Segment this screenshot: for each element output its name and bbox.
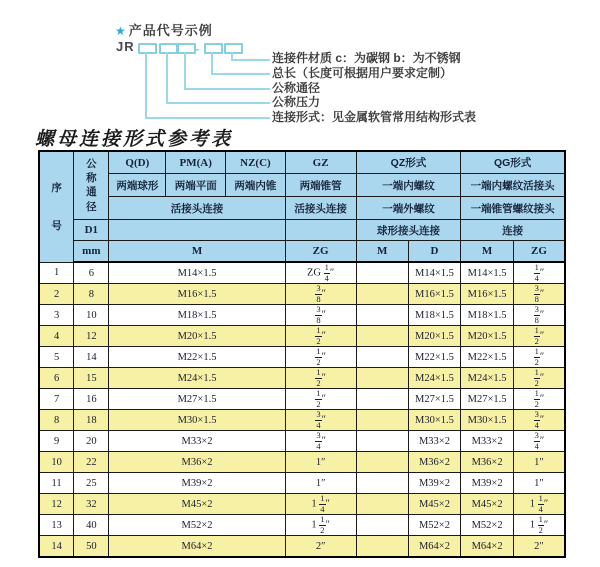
table-cell: 1″: [285, 452, 356, 473]
table-cell: M30×1.5: [408, 410, 461, 431]
table-cell: M39×2: [109, 473, 285, 494]
table-cell: 12: [74, 326, 109, 347]
header-ball-joint: 球形接头连接: [356, 220, 461, 241]
header-thread-zg2: ZG: [513, 241, 565, 263]
header-thread-d: D: [408, 241, 461, 263]
table-cell: 6: [74, 262, 109, 284]
label-length: 总长（长度可根据用户要求定制）: [272, 66, 453, 80]
table-cell: 11: [39, 473, 74, 494]
table-cell: $\frac{1}{2}$ ″: [285, 326, 356, 347]
table-cell: [356, 305, 408, 326]
header-d1: D1: [74, 220, 109, 241]
table-cell: M36×2: [408, 452, 461, 473]
table-cell: M20×1.5: [461, 326, 514, 347]
table-cell: M52×2: [408, 515, 461, 536]
table-cell: 14: [74, 347, 109, 368]
header-group-qz: QZ形式: [356, 151, 461, 174]
header-thread-m2: M: [356, 241, 408, 263]
table-cell: M64×2: [408, 536, 461, 558]
header-group-qd: Q(D): [109, 151, 166, 174]
table-cell: [356, 410, 408, 431]
table-cell: M14×1.5: [109, 262, 285, 284]
table-cell: [356, 494, 408, 515]
table-cell: 18: [74, 410, 109, 431]
table-cell: 16: [74, 389, 109, 410]
table-cell: $\frac{1}{2}$ ″: [285, 347, 356, 368]
table-cell: 50: [74, 536, 109, 558]
table-cell: 1 $\frac{1}{2}$ ″: [513, 515, 565, 536]
table-cell: 1: [39, 262, 74, 284]
header-group-nzc: NZ(C): [226, 151, 285, 174]
header-end-style-qg: 一端内螺纹活接头: [461, 174, 565, 197]
table-cell: M14×1.5: [408, 262, 461, 284]
header-end-style-qz: 一端内螺纹: [356, 174, 461, 197]
table-cell: M64×2: [461, 536, 514, 558]
table-cell: M45×2: [109, 494, 285, 515]
table-row: [39, 536, 565, 558]
header-thread-m3: M: [461, 241, 514, 263]
table-cell: M27×1.5: [461, 389, 514, 410]
table-cell: [356, 262, 408, 284]
table-title: 螺母连接形式参考表: [35, 129, 234, 150]
table-cell: M22×1.5: [461, 347, 514, 368]
table-cell: $\frac{3}{4}$ ″: [513, 410, 565, 431]
header-blank-2: [285, 220, 356, 241]
table-cell: 25: [74, 473, 109, 494]
table-cell: $\frac{3}{8}$ ″: [513, 284, 565, 305]
table-cell: 7: [39, 389, 74, 410]
table-header: [39, 151, 565, 262]
table-cell: 4: [39, 326, 74, 347]
table-row: [39, 410, 565, 431]
table-cell: M33×2: [109, 431, 285, 452]
header-connect: 连接: [461, 220, 565, 241]
table-cell: M30×1.5: [109, 410, 285, 431]
header-dn-text: 公 称 通 径: [86, 157, 97, 213]
table-cell: 10: [74, 305, 109, 326]
table-cell: M22×1.5: [109, 347, 285, 368]
table-cell: M20×1.5: [109, 326, 285, 347]
table-cell: [356, 473, 408, 494]
table-cell: M33×2: [461, 431, 514, 452]
table-row: [39, 284, 565, 305]
table-cell: M24×1.5: [408, 368, 461, 389]
connector-line-connection: [145, 52, 270, 119]
table-cell: $\frac{3}{4}$ ″: [513, 431, 565, 452]
reference-table: [38, 150, 566, 558]
label-material: 连接件材质 c：为碳钢 b：为不锈钢: [272, 51, 461, 65]
table-cell: 1 $\frac{1}{4}$ ″: [285, 494, 356, 515]
table-row: [39, 262, 565, 284]
table-cell: 32: [74, 494, 109, 515]
table-cell: M16×1.5: [408, 284, 461, 305]
table-cell: M18×1.5: [461, 305, 514, 326]
header-thread-m1: M: [109, 241, 285, 263]
table-cell: [356, 515, 408, 536]
table-cell: M16×1.5: [461, 284, 514, 305]
table-cell: 1″: [513, 473, 565, 494]
table-cell: M27×1.5: [408, 389, 461, 410]
header-group-gz: GZ: [285, 151, 356, 174]
table-cell: M30×1.5: [461, 410, 514, 431]
table-cell: 10: [39, 452, 74, 473]
table-cell: M14×1.5: [461, 262, 514, 284]
table-cell: 5: [39, 347, 74, 368]
table-cell: 8: [74, 284, 109, 305]
table-cell: 1″: [513, 452, 565, 473]
table-cell: $\frac{1}{2}$ ″: [285, 368, 356, 389]
header-serial: [39, 151, 74, 262]
table-cell: $\frac{3}{8}$ ″: [285, 284, 356, 305]
header-thread-zg1: ZG: [285, 241, 356, 263]
table-cell: 6: [39, 368, 74, 389]
table-cell: 40: [74, 515, 109, 536]
table-row: [39, 452, 565, 473]
table-cell: M27×1.5: [109, 389, 285, 410]
product-code-heading-text: 产品代号示例: [128, 23, 213, 38]
table-cell: [356, 452, 408, 473]
header-group-pma: PM(A): [166, 151, 226, 174]
table-cell: [356, 431, 408, 452]
product-code-prefix: JR: [116, 39, 135, 54]
table-cell: M33×2: [408, 431, 461, 452]
table-cell: $\frac{3}{8}$ ″: [285, 305, 356, 326]
table-cell: M36×2: [461, 452, 514, 473]
table-cell: $\frac{1}{2}$ ″: [513, 389, 565, 410]
table-cell: 13: [39, 515, 74, 536]
table-cell: M39×2: [408, 473, 461, 494]
table-cell: ZG $\frac{1}{4}$ ″: [285, 262, 356, 284]
table-cell: M52×2: [109, 515, 285, 536]
star-icon: ★: [115, 24, 127, 38]
header-blank-1: [109, 220, 285, 241]
table-cell: $\frac{1}{4}$ ″: [513, 262, 565, 284]
table-cell: M36×2: [109, 452, 285, 473]
table-cell: 8: [39, 410, 74, 431]
table-cell: $\frac{1}{2}$ ″: [513, 347, 565, 368]
table-cell: 3: [39, 305, 74, 326]
table-cell: M16×1.5: [109, 284, 285, 305]
table-cell: M45×2: [461, 494, 514, 515]
table-row: [39, 473, 565, 494]
table-cell: $\frac{1}{2}$ ″: [513, 368, 565, 389]
header-end-style-pma: 两端平面: [166, 174, 226, 197]
label-pressure: 公称压力: [272, 95, 321, 109]
table-row: [39, 305, 565, 326]
table-cell: $\frac{3}{4}$ ″: [285, 410, 356, 431]
table-cell: M24×1.5: [461, 368, 514, 389]
table-cell: M22×1.5: [408, 347, 461, 368]
table-row: [39, 431, 565, 452]
table-cell: 2″: [285, 536, 356, 558]
header-conn-taper-thread: 一端锥管螺纹接头: [461, 197, 565, 220]
table-row: [39, 389, 565, 410]
header-conn-union1: 活接头连接: [109, 197, 285, 220]
table-cell: [356, 389, 408, 410]
table-row: [39, 515, 565, 536]
table-cell: 20: [74, 431, 109, 452]
table-cell: M52×2: [461, 515, 514, 536]
table-cell: [356, 347, 408, 368]
header-serial-text: 序 号: [51, 181, 62, 232]
table-cell: $\frac{1}{2}$ ″: [285, 389, 356, 410]
table-cell: M45×2: [408, 494, 461, 515]
table-cell: M18×1.5: [109, 305, 285, 326]
table-cell: M20×1.5: [408, 326, 461, 347]
table-cell: 14: [39, 536, 74, 558]
table-cell: 15: [74, 368, 109, 389]
header-dn: [74, 151, 109, 220]
table-cell: 2″: [513, 536, 565, 558]
table-cell: $\frac{1}{2}$ ″: [513, 326, 565, 347]
table-cell: [356, 368, 408, 389]
code-dash: -: [195, 41, 200, 56]
table-cell: $\frac{3}{4}$ ″: [285, 431, 356, 452]
table-cell: [356, 326, 408, 347]
header-conn-ext-thread: 一端外螺纹: [356, 197, 461, 220]
table-row: [39, 347, 565, 368]
table-cell: 12: [39, 494, 74, 515]
table-cell: M18×1.5: [408, 305, 461, 326]
header-conn-union2: 活接头连接: [285, 197, 356, 220]
table-row: [39, 368, 565, 389]
table-row: [39, 494, 565, 515]
table-cell: 1 $\frac{1}{4}$ ″: [513, 494, 565, 515]
table-cell: 1″: [285, 473, 356, 494]
table-cell: M64×2: [109, 536, 285, 558]
table-row: [39, 326, 565, 347]
header-end-style-gz: 两端锥管: [285, 174, 356, 197]
product-code-heading: [115, 20, 213, 39]
header-end-style-qd: 两端球形: [109, 174, 166, 197]
table-cell: $\frac{3}{8}$ ″: [513, 305, 565, 326]
header-mm: mm: [74, 241, 109, 263]
label-connection: 连接形式：见金属软管常用结构形式表: [272, 110, 477, 124]
table-cell: M39×2: [461, 473, 514, 494]
label-diameter: 公称通径: [272, 81, 321, 95]
table-cell: [356, 284, 408, 305]
table-cell: [356, 536, 408, 558]
header-end-style-nzc: 两端内锥: [226, 174, 285, 197]
table-body: [39, 262, 565, 557]
table-cell: M24×1.5: [109, 368, 285, 389]
table-cell: 22: [74, 452, 109, 473]
header-group-qg: QG形式: [461, 151, 565, 174]
table-cell: 2: [39, 284, 74, 305]
table-cell: 1 $\frac{1}{2}$ ″: [285, 515, 356, 536]
table-cell: 9: [39, 431, 74, 452]
